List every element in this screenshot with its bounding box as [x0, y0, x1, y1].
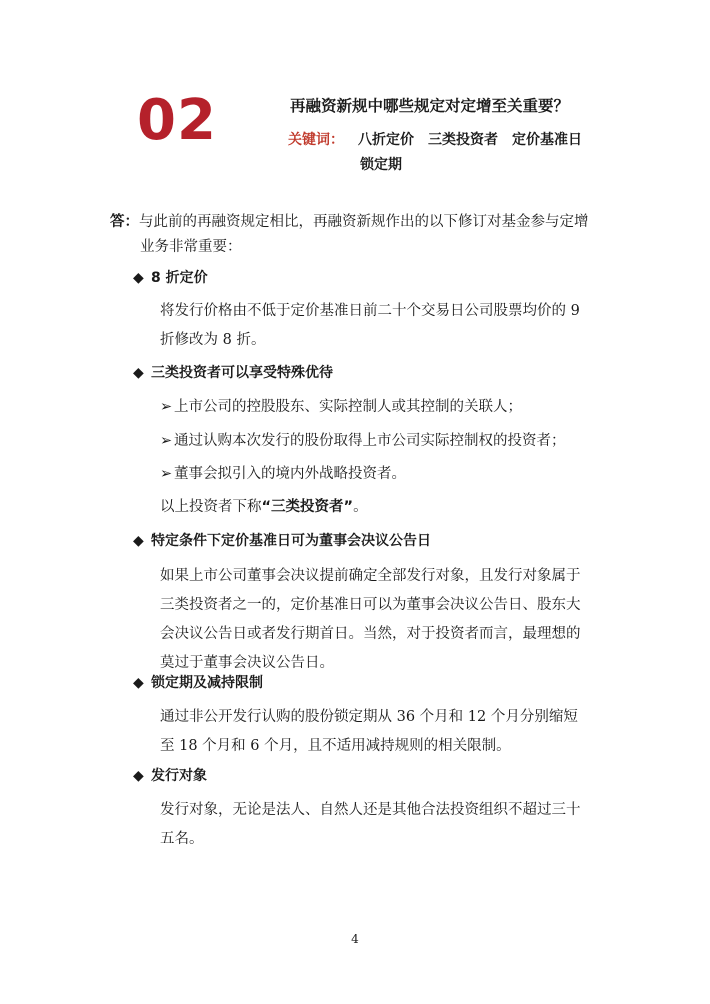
section-body: 通过非公开发行认购的股份锁定期从 36 个月和 12 个月分别缩短至 18 个月和 6 个月，且不适用减持规则的相关限制。: [160, 709, 578, 754]
section-number: 02: [137, 88, 217, 153]
section-body: 将发行价格由不低于定价基准日前二十个交易日公司股票均价的 9 折修改为 8 折。: [160, 303, 580, 348]
diamond-bullet-icon: ◆: [133, 675, 144, 691]
section-note: [160, 497, 368, 517]
keyword: 三类投资者: [428, 132, 498, 148]
diamond-bullet-icon: ◆: [133, 768, 144, 784]
list-item: [160, 397, 522, 417]
section-title: 特定条件下定价基准日可为董事会决议公告日: [151, 533, 431, 549]
answer-lead: 答：: [110, 214, 139, 230]
list-item-text: 董事会拟引入的境内外战略投资者。: [174, 466, 406, 482]
section-title: 发行对象: [151, 768, 207, 784]
section-heading: [133, 363, 333, 383]
note-text: 以上投资者下称: [160, 499, 262, 515]
keyword: 定价基准日: [512, 132, 582, 148]
diamond-bullet-icon: ◆: [133, 365, 144, 381]
diamond-bullet-icon: ◆: [133, 533, 144, 549]
question-title: 再融资新规中哪些规定对定增至关重要？: [290, 97, 570, 115]
diamond-bullet-icon: ◆: [133, 270, 144, 286]
section-body: 发行对象，无论是法人、自然人还是其他合法投资组织不超过三十五名。: [160, 802, 581, 847]
list-item: [160, 431, 566, 451]
answer-line: 业务非常重要：: [140, 238, 242, 255]
arrow-bullet-icon: ➢: [160, 433, 173, 449]
list-item-text: 通过认购本次发行的股份取得上市公司实际控制权的投资者；: [174, 433, 566, 449]
section-heading: [133, 531, 431, 551]
list-item: [160, 464, 406, 484]
list-item-text: 上市公司的控股股东、实际控制人或其控制的关联人；: [174, 399, 522, 415]
arrow-bullet-icon: ➢: [160, 399, 173, 415]
note-emphasis: “三类投资者”: [261, 499, 354, 515]
section-heading: [133, 673, 263, 693]
answer-line: 与此前的再融资规定相比，再融资新规作出的以下修订对基金参与定增: [139, 214, 589, 230]
keywords-label: 关键词：: [288, 132, 344, 148]
note-text: 。: [353, 499, 368, 515]
section-title: 8 折定价: [151, 270, 208, 286]
section-heading: [133, 268, 208, 288]
keyword: 八折定价: [358, 132, 414, 148]
section-heading: [133, 766, 207, 786]
page-number: 4: [351, 932, 359, 946]
keywords-row: [288, 130, 608, 150]
keyword: 锁定期: [360, 157, 402, 173]
section-title: 三类投资者可以享受特殊优待: [151, 365, 333, 381]
arrow-bullet-icon: ➢: [160, 466, 173, 482]
section-title: 锁定期及减持限制: [151, 675, 263, 691]
answer-intro: [110, 210, 590, 259]
section-body: 如果上市公司董事会决议提前确定全部发行对象，且发行对象属于三类投资者之一的，定价基准日可以为董事会决议公告日、股东大会决议公告日或者发行期首日。当然，对于投资者而言，最理想的莫过于董事会决议公告日。: [160, 568, 581, 671]
